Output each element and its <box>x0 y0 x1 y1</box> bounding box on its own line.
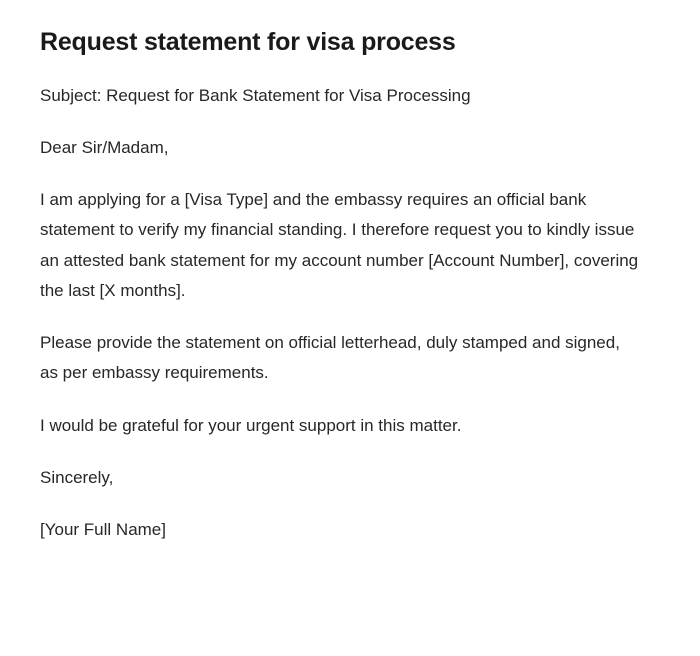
page-title: Request statement for visa process <box>40 28 456 56</box>
paragraph-salutation: Dear Sir/Madam, <box>40 137 169 157</box>
paragraph-request-details: I am applying for a [Visa Type] and the embassy requires an official bank statement to verify my financial standing. I therefore request you to kindly issue an attested bank statement for my account number [Account Number], covering the last [X months]. <box>40 190 639 300</box>
document-body <box>40 81 660 546</box>
paragraph-subject: Subject: Request for Bank Statement for Visa Processing <box>40 85 471 105</box>
paragraph-sender-name: [Your Full Name] <box>40 520 166 539</box>
paragraph-closing-request: I would be grateful for your urgent support in this matter. <box>40 415 462 435</box>
paragraph-letterhead-requirements: Please provide the statement on official letterhead, duly stamped and signed, as per embassy requirements. <box>40 333 620 383</box>
paragraph-signoff: Sincerely, <box>40 467 114 487</box>
